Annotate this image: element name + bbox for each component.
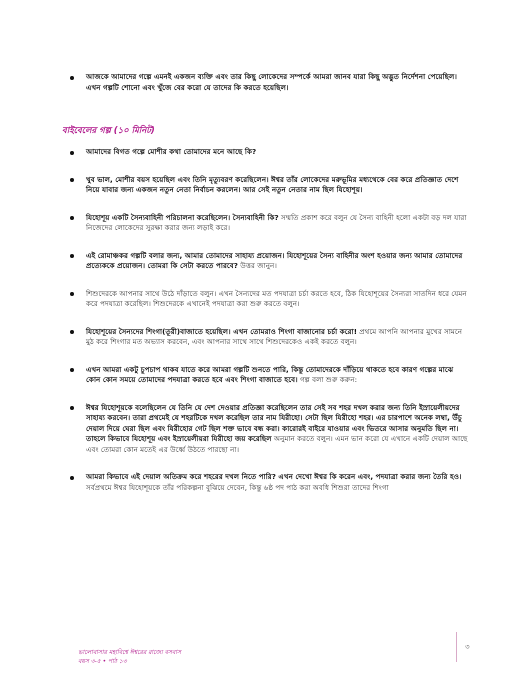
list-item: শিশুদেরকে আপনার সাথে উঠে দাঁড়াতে বলুন। এখন সৈন্যদের মত পদযাত্রা চর্চা করতে হবে, ঠিক যিহোশূয়ের সৈন্যরা সাতদিন ধরে যেমন করে পদযাত্রা করেছিল। শিশুদেরকে এখানেই পদযাত্রা করা শুরু করতে বলুন। xyxy=(70,289,470,310)
intro-bullet-list xyxy=(70,72,470,93)
list-item: আমরা কিভাবে এই দেয়াল অতিক্রম করে শহরের দখল নিতে পারি? এখন দেখো ঈশ্বর কি করেন এবং, পদযাত্রা করার জন্য তৈরি হও। সর্বপ্রথমে ঈশ্বর যিহোশূয়কে তাঁর পরিকল্পনা বুঝিয়ে দেবেন, কিন্তু ৬ষ্ঠ পদ পাঠ করা অবধি শিশুরা তাদের শিংগা xyxy=(70,472,470,493)
intro-bullet xyxy=(70,72,470,93)
story-bullet-list xyxy=(70,147,470,493)
footer xyxy=(78,648,181,666)
list-item: খুব ভাল, মোশীর বয়স হয়েছিল এবং তিনি মৃত্যুবরণ করেছিলেন। ঈশ্বর তাঁর লোকেদের মরুভূমির মধ্যথেকে বের করে প্রতিজ্ঞাত দেশে নিয়ে যাবার জন্য একজন নতুন নেতা নির্বাচন করলেন। আর সেই নতুন নেতার নাম ছিল যিহোশূয়। xyxy=(70,175,470,196)
list-item: যিহোশূয়ের সৈন্যদের শিংগা(তূরী)বাজাতে হয়েছিল। এখন তোমরাও শিংগা বাজানোর চর্চা করো! প্রথমে আপনি আপনার মুখের সামনে মুঠ করে শিংগার মত অভ্যাস করবেন, এবং আপনার সাথে সাথে শিশুদেরকেও একই করতে বলুন। xyxy=(70,327,470,348)
list-item: যিহোশূয় একটি সৈন্যবাহিনী পরিচালনা করেছিলেন। সৈন্যবাহিনী কি? সম্মতি প্রকাশ করে বলুন যে সৈন্য বাহিনী হলো একটা বড় দল যারা নিজেদের লোকেদের সুরক্ষা করার জন্য লড়াই করে। xyxy=(70,213,470,234)
page-number: ৩ xyxy=(465,643,470,651)
section-heading: বাইবেলের গল্প (১০ মিনিট) xyxy=(62,126,155,136)
list-item: আমাদের বিগত গল্পে মোশীর কথা তোমাদের মনে আছে কি? xyxy=(70,147,470,158)
list-item: এখন আমরা একটু চুপচাপ থাকব যাতে করে আমরা গল্পটি শুনতে পারি, কিন্তু তোমাদেরকে দাঁড়িয়ে থাকতে হবে কারণ গল্পের মাঝে কোন কোন সময়ে তোমাদের পদযাত্রা করতে হবে এবং শিংগা বাজাতে হবে। গল্প বলা শুরু করুন: xyxy=(70,365,470,386)
list-item: এই রোমাঞ্চকর গল্পটি বলার জন্য, আমার তোমাদের সাহায্য প্রয়োজন। যিহোশূয়ের সৈন্য বাহিনীর অংশ হওয়ার জন্য আমার তোমাদের প্রত্যেককে প্রয়োজন। তোমরা কি সেটা করতে পারবে? উত্তর জানুন। xyxy=(70,251,470,272)
list-item: ঈশ্বর যিহোশূয়কে বলেছিলেন যে তিনি যে দেশ দেওয়ার প্রতিজ্ঞা করেছিলেন তার সেই সব শহর দখল করার জন্য তিনি ইস্রায়েলীয়দের সাহায্য করবেন। তারা প্রথমেই যে শহরটিকে দখল করেছিল তার নাম যিরীহো। সেটা ছিল যিরীহো শহর। এর চারপাশে অনেক লম্বা, উঁচু দেয়াল দিয়ে ঘেরা ছিল এবং যিরীহোর গেট ছিল শক্ত ভাবে বন্ধ করা। কারোরই বাইরে যাওয়ার এবং ভিতরে আসার অনুমতি ছিল না। তাহলে কিভাবে যিহোশূয় এবং ইস্রায়েলীয়রা যিরীহো জয় করেছিল অনুমান করতে বলুন। এমন ভান করো যে এখানে একটি দেয়াল আছে এবং তোমরা কোন মতেই এর উর্ধ্বে উঠতে পারছো না। xyxy=(70,403,470,456)
intro-text: আজকে আমাদের গল্পে এমনই একজন ব্যক্তি এবং তার কিছু লোকেদের সম্পর্কে আমরা জানব যারা কিছু অদ্ভুত নির্দেশনা পেয়েছিল। এখন গল্পটি শোনো এবং খুঁজে বের করো যে তাদের কি করতে হয়েছিল। xyxy=(86,72,457,92)
footer-subtitle: বয়স ৩-৫ • পাঠ ১৩ xyxy=(78,658,127,665)
footer-divider xyxy=(456,632,457,662)
footer-title: ভালোবাসার মহাবিশ্বে ঈশ্বরের রাজ্যে বসবাস xyxy=(78,649,181,656)
